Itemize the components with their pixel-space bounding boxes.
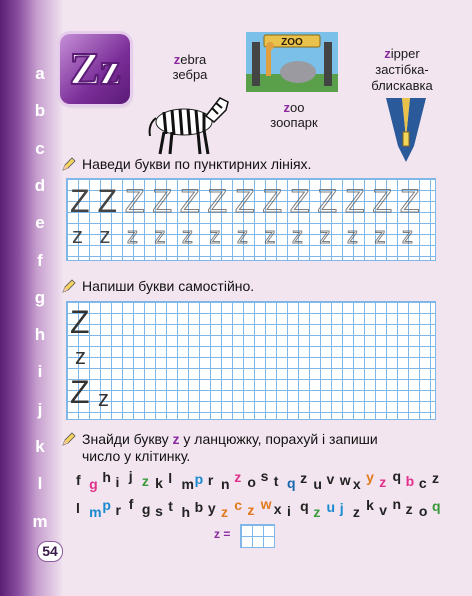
word-zipper (360, 46, 444, 94)
chain-letter-j: j (339, 500, 344, 516)
instruction-write: Напиши букви самостійно. (82, 278, 255, 294)
chain-letter-u: u (326, 499, 336, 515)
chain-letter-b: b (405, 473, 415, 489)
chain-letter-z: z (379, 474, 387, 490)
chain-letter-q: q (286, 475, 296, 491)
alphabet-letter-b: b (34, 101, 46, 121)
chain-letter-k: k (366, 497, 374, 513)
pencil-icon (62, 279, 76, 293)
chain-letter-z: z (300, 470, 308, 486)
chain-letter-z: z (247, 502, 255, 518)
pencil-icon (62, 157, 76, 171)
alphabet-letter-g: g (34, 287, 46, 307)
chain-letter-v: v (379, 502, 388, 518)
trace-lower-12[interactable]: z (402, 223, 413, 248)
sample-lower-2: z (98, 386, 109, 411)
chain-letter-i: i (115, 474, 120, 490)
trace-lower-0[interactable]: z (72, 223, 83, 248)
alphabet-letter-m: m (32, 511, 48, 531)
chain-letter-q: q (392, 468, 401, 484)
chain-letter-f: f (128, 496, 134, 512)
chain-letter-u: u (313, 476, 322, 492)
alphabet-letter-i: i (37, 362, 43, 382)
instruction-find-line1: Знайди букву z у ланцюжку, порахуй і запиши (82, 431, 378, 447)
chain-letter-i: i (286, 503, 291, 519)
trace-upper-7[interactable]: Z (262, 183, 283, 219)
word-zebra-ua: зебра (172, 67, 208, 82)
chain-letter-f: f (76, 472, 81, 488)
chain-letter-z: z (141, 473, 149, 489)
trace-lower-2[interactable]: z (127, 223, 138, 248)
chain-letter-q: q (432, 498, 441, 514)
word-zipper-ua-2: блискавка (371, 78, 433, 93)
big-letter: Zz (69, 43, 121, 94)
chain-letter-g: g (89, 476, 98, 492)
trace-lower-7[interactable]: z (264, 223, 276, 248)
sample-lower-1: z (75, 344, 86, 369)
instruction-trace: Наведи букви по пунктирних лініях. (82, 156, 312, 172)
word-zipper-en: zipper (384, 46, 420, 61)
zebra-picture (140, 90, 232, 158)
page-number: 54 (37, 541, 63, 562)
zoo-picture (246, 32, 338, 92)
chain-letter-h: h (102, 469, 111, 485)
alphabet-letter-k: k (35, 437, 45, 456)
trace-upper-6[interactable]: Z (235, 183, 255, 219)
chain-letter-n: n (392, 496, 401, 512)
highlight-z: z (172, 431, 180, 447)
chain-letter-q: q (300, 498, 309, 514)
trace-upper-12[interactable]: Z (400, 183, 420, 219)
trace-upper-9[interactable]: Z (317, 183, 338, 219)
instruction-find-line2: число у клітинку. (82, 448, 191, 464)
chain-letter-c: c (234, 497, 243, 513)
trace-lower-11[interactable]: z (374, 223, 386, 248)
chain-letter-v: v (326, 471, 335, 487)
sample-upper-1: Z (70, 304, 90, 340)
answer-label (214, 527, 230, 541)
chain-letter-j: j (128, 468, 133, 484)
trace-lower-8[interactable]: z (292, 223, 303, 248)
chain-letter-w: w (339, 472, 351, 488)
chain-letter-y: y (366, 469, 374, 485)
alphabet-letter-e: e (35, 213, 45, 233)
chain-letter-w: w (260, 496, 272, 512)
trace-lower-5[interactable]: z (209, 223, 221, 248)
chain-letter-r: r (115, 502, 121, 518)
trace-upper-3[interactable]: Z (152, 183, 173, 219)
zoo-sign-text: ZOO (281, 37, 303, 48)
chain-letter-k: k (155, 475, 163, 491)
instruction-find (82, 431, 442, 465)
answer-cell[interactable] (240, 524, 275, 548)
trace-upper-8[interactable]: Z (290, 183, 310, 219)
trace-lower-1[interactable]: z (99, 223, 111, 248)
chain-letter-b: b (194, 499, 204, 515)
trace-upper-2[interactable]: Z (125, 183, 145, 219)
chain-letter-n: n (221, 476, 230, 492)
sample-upper-2: Z (70, 374, 90, 410)
trace-upper-5[interactable]: Z (207, 183, 228, 219)
chain-letter-x: x (352, 476, 361, 492)
chain-letter-z: z (352, 504, 360, 520)
chain-letter-l: l (168, 470, 173, 486)
alphabet-letter-h: h (34, 325, 46, 345)
zipper-picture (384, 98, 428, 162)
chain-letter-m: m (181, 476, 194, 492)
chain-letter-l: l (76, 500, 80, 516)
chain-letter-z: z (221, 504, 229, 520)
trace-upper-11[interactable]: Z (372, 183, 393, 219)
chain-letter-z: z (405, 501, 413, 517)
trace-lower-4[interactable]: z (182, 223, 193, 248)
word-zebra-en: zebra (173, 52, 207, 67)
alphabet-letter-l: l (37, 474, 43, 494)
chain-letter-g: g (141, 501, 151, 517)
writing-grid[interactable] (66, 301, 436, 420)
chain-letter-s: s (155, 503, 163, 519)
trace-lower-10[interactable]: z (347, 223, 358, 248)
trace-upper-10[interactable]: Z (345, 183, 365, 219)
chain-letter-p: p (194, 471, 204, 487)
chain-letter-x: x (273, 501, 282, 517)
alphabet-letter-f: f (37, 250, 43, 270)
chain-letter-h: h (181, 504, 191, 520)
word-zoo-ua: зоопарк (270, 115, 318, 130)
trace-lower-3[interactable]: z (154, 223, 166, 248)
chain-letter-o: o (247, 474, 256, 490)
word-zebra (160, 52, 220, 82)
trace-lower-9[interactable]: z (319, 223, 331, 248)
chain-letter-r: r (207, 472, 214, 488)
trace-lower-6[interactable]: z (237, 223, 248, 248)
word-zipper-ua-1: застібка- (375, 62, 429, 77)
chain-letter-m: m (89, 504, 102, 520)
chain-letter-t: t (168, 498, 173, 514)
chain-letter-z: z (432, 470, 439, 486)
chain-letter-c: c (418, 475, 427, 491)
chain-letter-s: s (260, 468, 269, 484)
chain-letter-z: z (313, 504, 321, 520)
pencil-icon (62, 432, 76, 446)
alphabet-letter-d: d (34, 175, 46, 195)
word-zoo (256, 100, 332, 130)
chain-letter-t: t (273, 473, 279, 489)
trace-upper-0[interactable]: Z (70, 183, 90, 219)
answer-label-text: z = (214, 527, 231, 541)
trace-upper-4[interactable]: Z (180, 183, 200, 219)
word-zoo-en: zoo (283, 100, 305, 115)
alphabet-letter-j: j (37, 399, 43, 419)
chain-letter-p: p (102, 497, 111, 513)
alphabet-letter-a: a (35, 64, 45, 83)
big-letter-tile (60, 34, 130, 104)
alphabet-letter-c: c (35, 138, 45, 158)
chain-letter-o: o (418, 503, 428, 519)
trace-upper-1[interactable]: Z (97, 183, 118, 219)
chain-letter-y: y (207, 500, 216, 516)
chain-letter-z: z (234, 469, 242, 485)
